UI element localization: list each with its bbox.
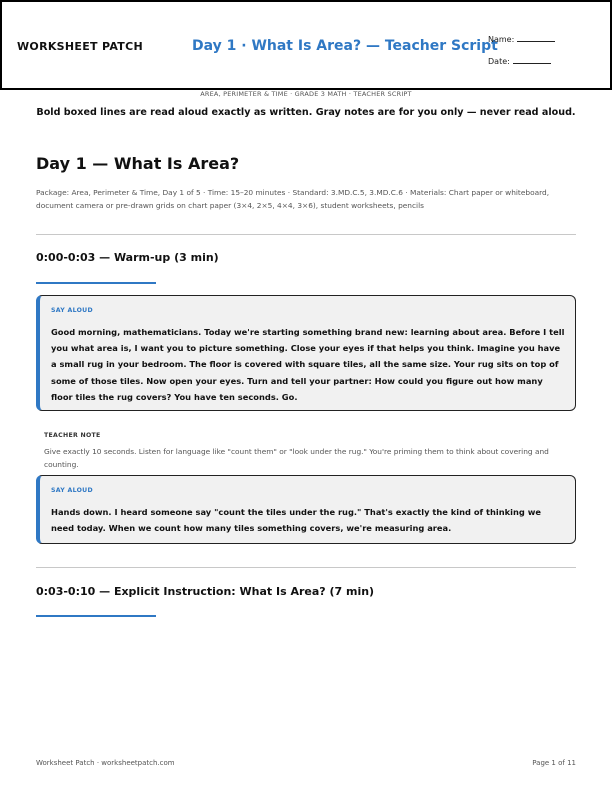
reading-instruction: Bold boxed lines are read aloud exactly as written. Gray notes are for you only — never read aloud. — [36, 107, 576, 118]
section-divider — [36, 234, 576, 235]
page-header — [0, 0, 612, 90]
date-line — [513, 56, 551, 64]
footer-site: Worksheet Patch · worksheetpatch.com — [36, 759, 175, 767]
section-heading-warmup: 0:00-0:03 — Warm-up (3 min) — [36, 251, 219, 264]
package-info: Package: Area, Perimeter & Time, Day 1 of 5 · Time: 15–20 minutes · Standard: 3.MD.C.5, 3.MD.C.6 · Materials: Chart paper or whiteboard, document camera or pre-drawn grids on chart paper (3×4, 2×5, 4×4, 3×6), student worksheets, pencils — [36, 188, 550, 210]
date-label: Date: — [488, 57, 510, 66]
page-number: Page 1 of 11 — [532, 759, 576, 767]
say-aloud-label: SAY ALOUD — [51, 307, 93, 314]
teacher-note-text: Give exactly 10 seconds. Listen for language like "count them" or "look under the rug." You're priming them to think about covering and counting. — [44, 447, 549, 469]
name-label: Name: — [488, 35, 515, 44]
say-aloud-box — [36, 475, 576, 544]
date-field[interactable] — [488, 56, 551, 66]
name-line — [517, 34, 555, 42]
say-aloud-text: Hands down. I heard someone say "count the tiles under the rug." That's exactly the kind of thinking we need today. When we count how many tiles something covers, we're measuring area. — [51, 507, 542, 534]
heading-underline — [36, 615, 156, 617]
say-aloud-box — [36, 295, 576, 411]
say-aloud-label: SAY ALOUD — [51, 487, 93, 494]
say-aloud-text: Good morning, mathematicians. Today we're starting something brand new: learning about area. Before I tell you what area is, I want you to picture something. Close your eyes if that helps you think. Imagine you have a small rug in your bedroom. The floor is covered with square tiles, all the same size. Your rug sits on top of some of those tiles. Now open your eyes. Turn and tell your partner: How could you figure out how many floor tiles the rug covers? You have ten seconds. Go. — [51, 327, 565, 402]
name-field[interactable] — [488, 34, 555, 44]
brand-name: WORKSHEET PATCH — [17, 40, 143, 53]
document-subtitle: AREA, PERIMETER & TIME · GRADE 3 MATH · TEACHER SCRIPT — [200, 90, 412, 98]
teacher-note-label: TEACHER NOTE — [44, 432, 101, 439]
section-divider — [36, 567, 576, 568]
day-title: Day 1 — What Is Area? — [36, 154, 240, 173]
heading-underline — [36, 282, 156, 284]
section-heading-instruction: 0:03-0:10 — Explicit Instruction: What Is Area? (7 min) — [36, 585, 375, 598]
document-title: Day 1 · What Is Area? — Teacher Script — [192, 38, 498, 54]
